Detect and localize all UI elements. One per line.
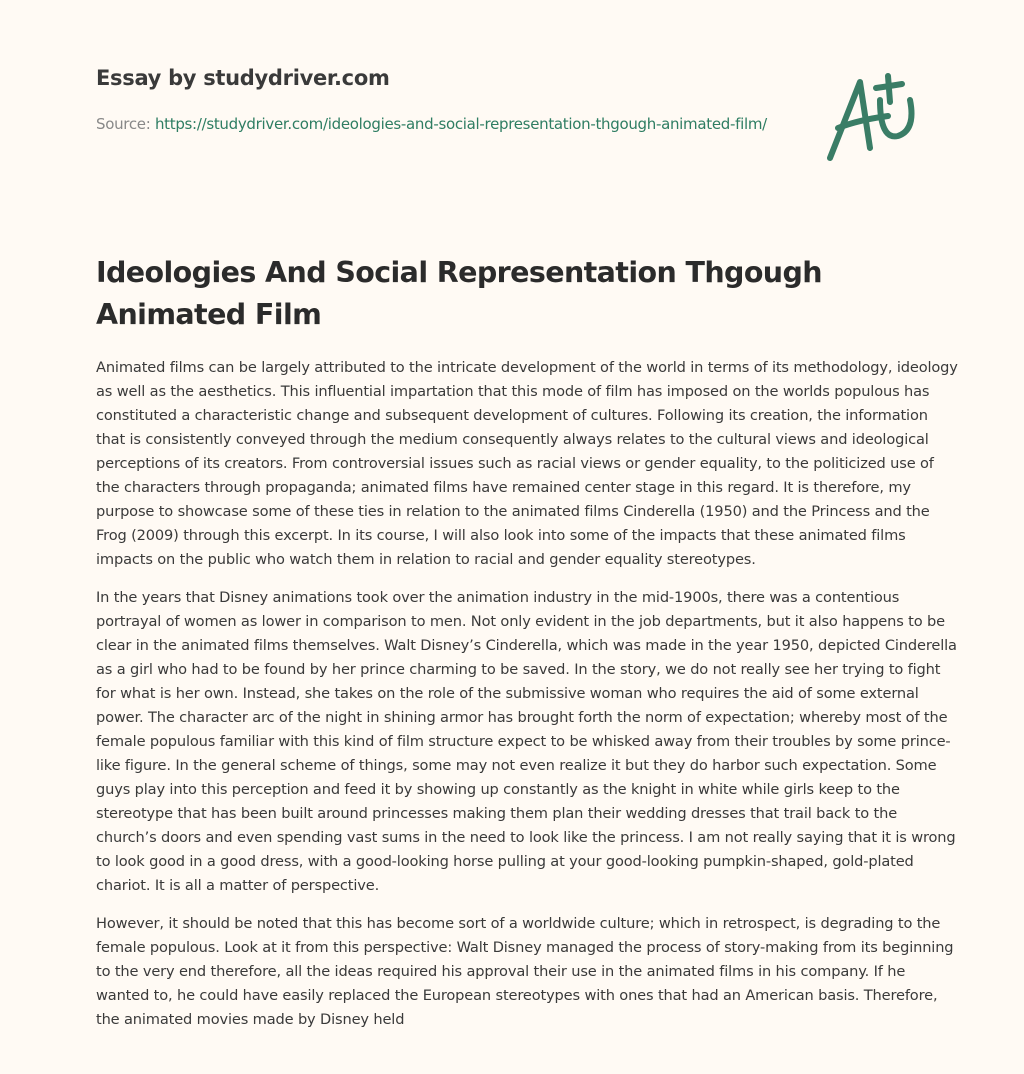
paragraph: In the years that Disney animations took over the animation industry in the mid-1900s, there was a contentious portrayal of women as lower in comparison to men. Not only evident in the job departments, but it also happens to be clear in the animated films themselves. Walt Disney’s Cinderella, which was made in the year 1950, depicted Cinderella as a girl who had to be found by her prince charming to be saved. In the story, we do not really see her trying to fight for what is her own. Instead, she takes on the role of the submissive woman who requires the aid of some external power. The character arc of the night in shining armor has brought forth the norm of expectation; whereby most of the female populous familiar with this kind of film structure expect to be whisked away from their troubles by some prince-like figure. In the general scheme of things, some may not even realize it but they do harbor such expectation. Some guys play into this perception and feed it by showing up constantly as the knight in white while girls keep to the stereotype that has been built around princesses making them plan their wedding dresses that trail back to the church’s doors and even spending vast sums in the need to look like the princess. I am not really saying that it is wrong to look good in a good dress, with a good-looking horse pulling at your good-looking pumpkin-shaped, gold-plated chariot. It is all a matter of perspective.	[96, 589, 957, 894]
paragraph: However, it should be noted that this has become sort of a worldwide culture; which in retrospect, is degrading to the female populous. Look at it from this perspective: Walt Disney managed the process of story-making from its beginning to the very end therefore, all the ideas required his approval their use in the animated films in his company. If he wanted to, he could have easily replaced the European stereotypes with ones that had an American basis. Therefore, the animated movies made by Disney held	[96, 915, 954, 1028]
source-line	[96, 111, 776, 137]
article-body	[96, 356, 961, 1046]
article-title: Ideologies And Social Representation Thgough Animated Film	[96, 256, 822, 331]
a-plus-logo-icon	[818, 70, 928, 165]
source-link[interactable]: https://studydriver.com/ideologies-and-social-representation-thgough-animated-film/	[154, 115, 767, 133]
source-label: Source:	[96, 115, 155, 133]
site-brand: Essay by studydriver.com	[96, 66, 390, 90]
paragraph: Animated films can be largely attributed to the intricate development of the world in terms of its methodology, ideology as well as the aesthetics. This influential impartation that this mode of film has imposed on the worlds populous has constituted a characteristic change and subsequent development of cultures. Following its creation, the information that is consistently conveyed through the medium consequently always relates to the cultural views and ideological perceptions of its creators. From controversial issues such as racial views or gender equality, to the politicized use of the characters through propaganda; animated films have remained center stage in this regard. It is therefore, my purpose to showcase some of these ties in relation to the animated films Cinderella (1950) and the Princess and the Frog (2009) through this excerpt. In its course, I will also look into some of the impacts that these animated films impacts on the public who watch them in relation to racial and gender equality stereotypes.	[96, 359, 958, 568]
